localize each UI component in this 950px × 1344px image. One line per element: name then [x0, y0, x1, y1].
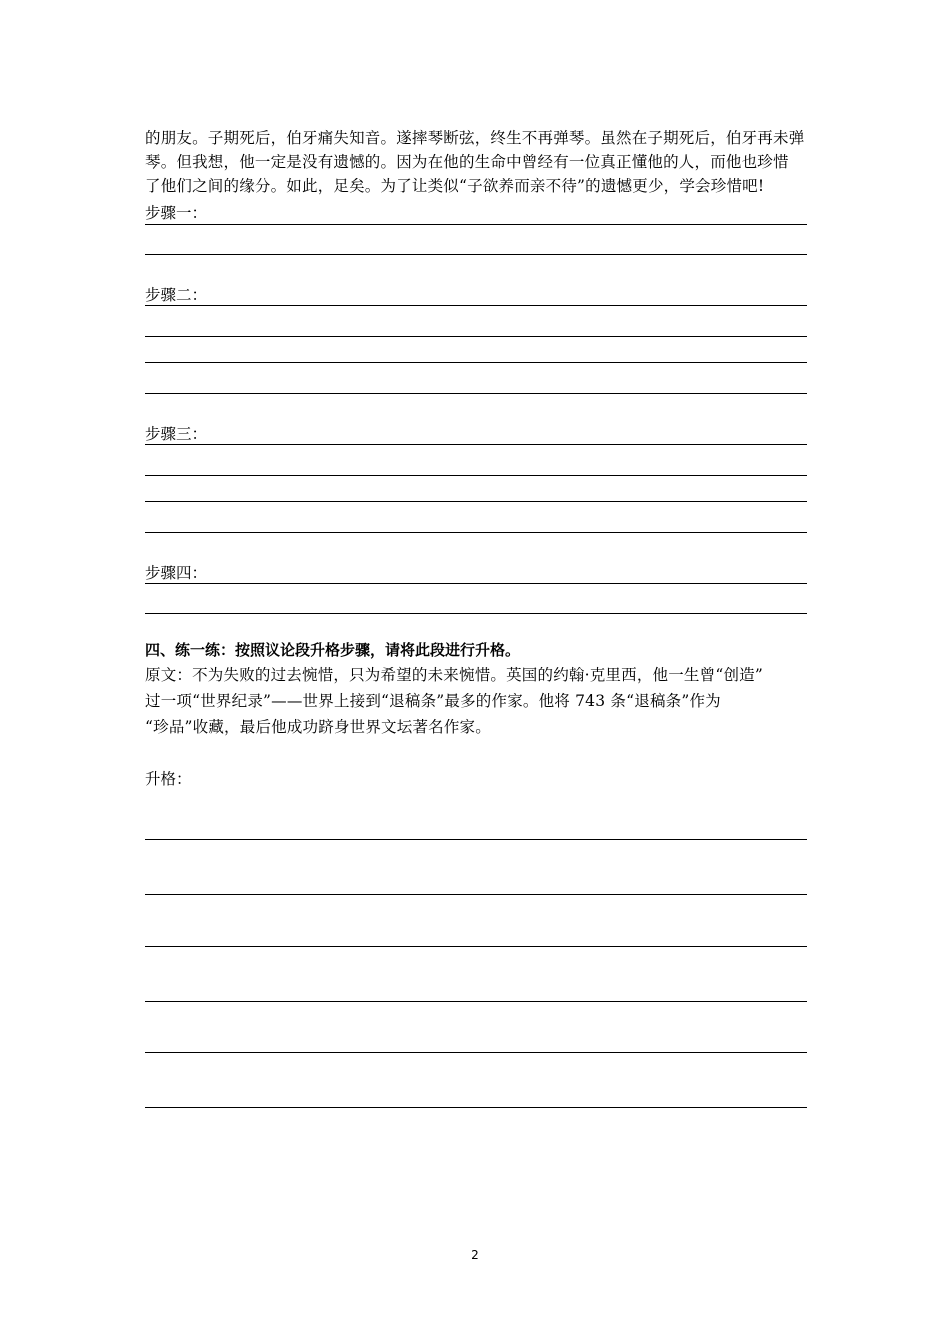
answer-line: [145, 305, 807, 306]
original-line-3: “珍品”收藏，最后他成功跻身世界文坛著名作家。: [145, 718, 491, 736]
step-2-label: 步骤二：: [145, 286, 208, 304]
original-line-2: 过一项“世界纪录”——世界上接到“退稿条”最多的作家。他将 743 条“退稿条”作为: [145, 692, 721, 710]
answer-line: [145, 583, 807, 584]
original-line-1: 原文：不为失败的过去惋惜，只为希望的未来惋惜。英国的约翰·克里西，他一生曾“创造”: [145, 666, 763, 684]
step-1-label: 步骤一：: [145, 204, 208, 222]
exercise-heading: 四、练一练：按照议论段升格步骤，请将此段进行升格。: [145, 641, 521, 659]
step-3-label: 步骤三：: [145, 425, 208, 443]
answer-line: [145, 501, 807, 502]
answer-line: [145, 224, 807, 225]
answer-line: [145, 894, 807, 895]
page-number: 2: [471, 1248, 479, 1262]
answer-line: [145, 613, 807, 614]
upgrade-label: 升格：: [145, 770, 192, 788]
step-4-label: 步骤四：: [145, 564, 208, 582]
answer-line: [145, 393, 807, 394]
answer-line: [145, 1107, 807, 1108]
answer-line: [145, 362, 807, 363]
answer-line: [145, 254, 807, 255]
answer-line: [145, 336, 807, 337]
answer-line: [145, 1001, 807, 1002]
answer-line: [145, 946, 807, 947]
intro-line-3: 了他们之间的缘分。如此，足矣。为了让类似“子欲养而亲不待”的遗憾更少，学会珍惜吧!: [145, 177, 765, 195]
answer-line: [145, 1052, 807, 1053]
answer-line: [145, 444, 807, 445]
intro-line-2: 琴。但我想，他一定是没有遗憾的。因为在他的生命中曾经有一位真正懂他的人，而他也珍惜: [145, 153, 789, 171]
answer-line: [145, 532, 807, 533]
intro-line-1: 的朋友。子期死后，伯牙痛失知音。遂摔琴断弦，终生不再弹琴。虽然在子期死后，伯牙再未弹: [145, 129, 805, 147]
answer-line: [145, 839, 807, 840]
answer-line: [145, 475, 807, 476]
